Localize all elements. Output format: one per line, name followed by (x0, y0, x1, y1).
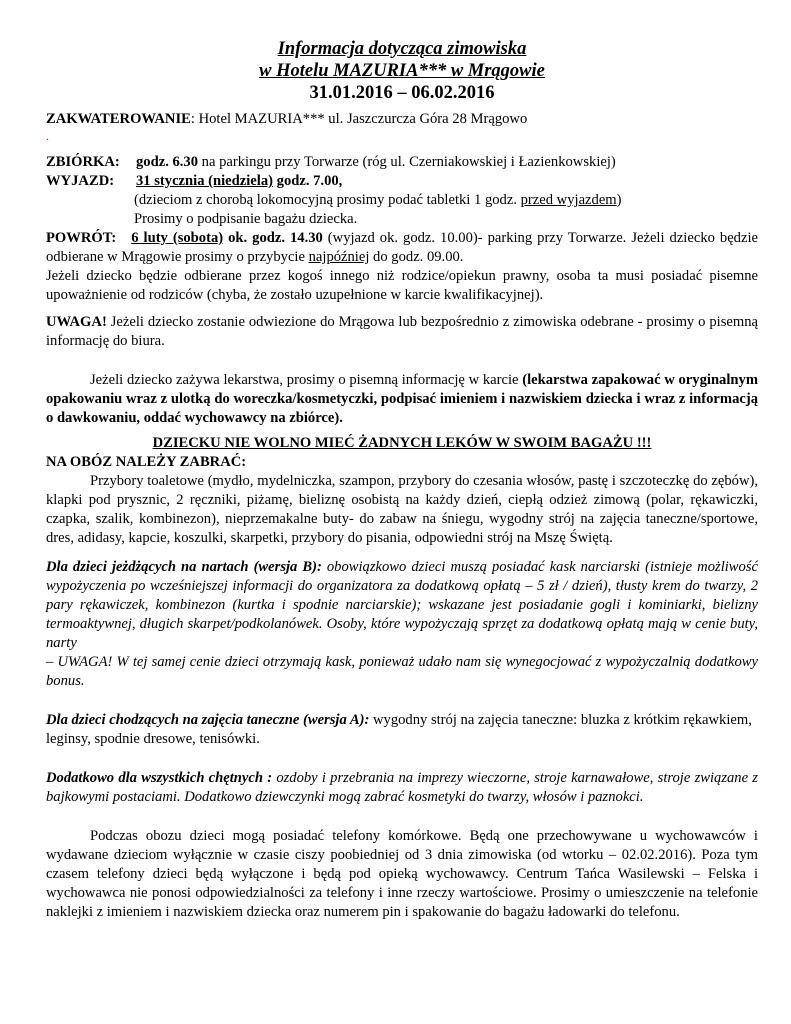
return-paragraph: POWRÓT: 6 luty (sobota) ok. godz. 14.30 (wyjazd ok. godz. 10.00)- parking przy Torwarze. Jeżeli dziecko będzie odbierane w Mrągowie prosimy o przybycie najpóźniej do godz. 09.00. (46, 230, 758, 265)
extra-label: Dodatkowo dla wszystkich chętnych : (46, 770, 273, 786)
luggage-note: Prosimy o podpisanie bagażu dziecka. (134, 211, 358, 227)
packing-list: Przybory toaletowe (mydło, mydelniczka, szampon, przybory do czesania włosów, pastę i szczoteczkę do zębów), klapki pod prysznic, 2 ręczniki, piżamę, bieliznę osobistą na każdy dzień, ciepłą odzież zimową (polar, rękawiczki, czapka, szalik, kombinezon), nieprzemakalne buty- do zabaw na śniegu, wygodny strój na zajęcia taneczne/sportowe, dres, adidasy, kapcie, koszulki, skarpetki, przybory do pisania, odpowiedni strój na Mszę Świętą. (46, 473, 758, 546)
extra-paragraph: Dodatkowo dla wszystkich chętnych : ozdoby i przebrania na imprezy wieczorne, stroje karnawałowe, stroje związane z bajkowymi postaciami. Dodatkowo dziewczynki mogą zabrać kosmetyki do twarzy, włosów i paznokci. (46, 770, 758, 805)
meeting-line (46, 153, 758, 172)
title-line-1: Informacja dotycząca zimowiska (277, 39, 527, 59)
skiers-label: Dla dzieci jeżdżących na nartach (wersja B): (46, 559, 322, 575)
meeting-label: ZBIÓRKA: (46, 154, 120, 170)
medication-notice: DZIECKU NIE WOLNO MIEĆ ŻADNYCH LEKÓW W SWOIM BAGAŻU !!! (152, 435, 652, 451)
accommodation-line (46, 110, 758, 129)
red-dot: . (46, 129, 49, 143)
departure-date: 31 stycznia (niedziela) (136, 173, 273, 189)
pickup-authorization: Jeżeli dziecko będzie odbierane przez kogoś innego niż rodzice/opiekun prawny, osoba ta musi posiadać pisemne upoważnienie od rodziców (chyba, że zostało uzupełnione w karcie kwalifikacyjnej). (46, 268, 758, 303)
dancers-label: Dla dzieci chodzących na zajęcia taneczne (wersja A): (46, 712, 370, 728)
title-line-2: w Hotelu MAZURIA*** w Mrągowie (259, 61, 545, 81)
document-title (46, 38, 758, 82)
document-page (46, 38, 758, 922)
return-date: 6 luty (sobota) (131, 230, 224, 246)
departure-note: (dzieciom z chorobą lokomocyjną prosimy podać tabletki 1 godz. przed wyjazdem) (134, 192, 622, 208)
medication-paragraph: Jeżeli dziecko zażywa lekarstwa, prosimy o pisemną informację w karcie (lekarstwa zapakować w oryginalnym opakowaniu wraz z ulotką do woreczka/kosmetyczki, podpisać imieniem i nazwiskiem dziecka i wraz z informacją o dawkowaniu, oddać wychowawcy na zbiórce). (46, 372, 758, 426)
skiers-paragraph: Dla dzieci jeżdżących na nartach (wersja B): obowiązkowo dzieci muszą posiadać kask narciarski (istnieje możliwość wypożyczenia po wcześniejszej informacji do organizatora za dodatkową opłatą – 5 zł / dzień), tłusty krem do twarzy, 2 pary rękawiczek, kombinezon (kurtka i spodnie narciarskie); wskazane jest posiadanie gogli i kominiarki, bielizny termoaktywnej, długich skarpet/podkolanówek. Osoby, które wypożyczają sprzęt za dodatkową opłatą mają w cenie buty, narty (46, 559, 758, 651)
departure-label: WYJAZD: (46, 173, 115, 189)
meeting-text: na parkingu przy Torwarze (róg ul. Czerniakowskiej i Łazienkowskiej) (198, 154, 616, 170)
meeting-time: godz. 6.30 (136, 154, 199, 170)
latest: najpóźniej (308, 249, 370, 265)
dancers-paragraph: Dla dzieci chodzących na zajęcia taneczne (wersja A): wygodny strój na zajęcia taneczne: bluzka z krótkim rękawkiem, leginsy, spodnie dresowe, tenisówki. (46, 712, 752, 747)
before-departure: przed wyjazdem (520, 192, 617, 208)
camp-dates: 31.01.2016 – 06.02.2016 (309, 83, 495, 103)
warning-label: UWAGA! (46, 314, 107, 330)
accommodation-label: ZAKWATEROWANIE (46, 111, 191, 127)
skiers-bonus: – UWAGA! W tej samej cenie dzieci otrzymają kask, ponieważ udało nam się wynegocjować z wypożyczalnią dodatkowy bonus. (46, 654, 758, 689)
phones-paragraph: Podczas obozu dzieci mogą posiadać telefony komórkowe. Będą one przechowywane u wychowawców i wydawane dzieciom wyłącznie w czasie ciszy poobiedniej od 3 dnia zimowiska (od wtorku – 02.02.2016). Poza tym czasem telefony dzieci będą wyłączone i będą pod opieką wychowawcy. Centrum Tańca Wasilewski – Felska i wychowawca nie ponosi odpowiedzialności za telefony i inne rzeczy wartościowe. Prosimy o umieszczenie na telefonie naklejki z imieniem i nazwiskiem dziecka oraz numerem pin i spakowanie do bagażu ładowarki do telefonu. (46, 828, 758, 920)
accommodation-text: : Hotel MAZURIA*** ul. Jaszczurcza Góra 28 Mrągowo (190, 111, 528, 127)
return-time: ok. godz. 14.30 (223, 230, 323, 246)
return-label: POWRÓT: (46, 230, 117, 246)
departure-time: godz. 7.00, (273, 173, 343, 189)
warning-paragraph: UWAGA! Jeżeli dziecko zostanie odwiezione do Mrągowa lub bezpośrednio z zimowiska odebrane - prosimy o pisemną informację do biura. (46, 314, 758, 349)
departure-line (46, 172, 758, 191)
packing-heading: NA OBÓZ NALEŻY ZABRAĆ: (46, 454, 247, 470)
